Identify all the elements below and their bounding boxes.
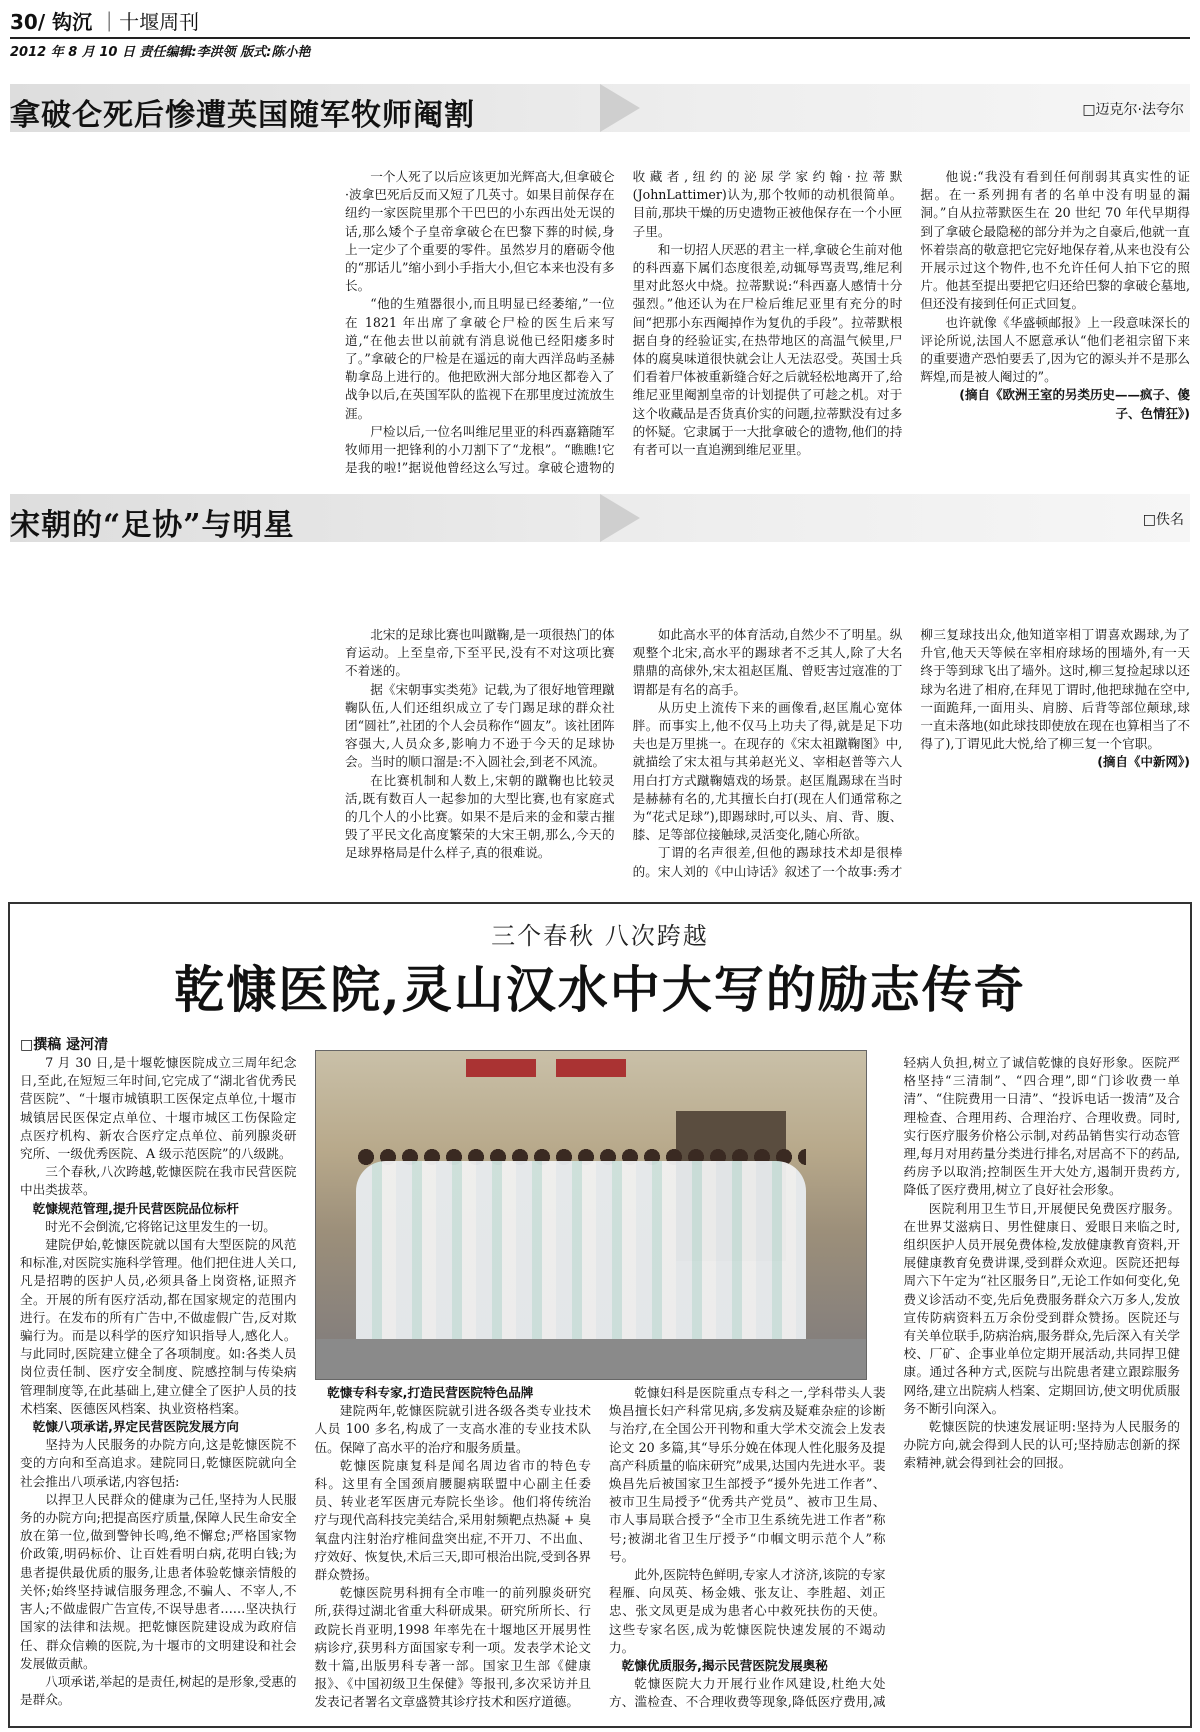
text-columns: [345, 168, 1190, 488]
source-note: (摘自《中新网》): [1097, 754, 1190, 770]
article2-title: 宋朝的“足协”与明星: [10, 508, 295, 543]
subheading: 乾慷优质服务,揭示民营医院发展奥秘: [621, 1658, 828, 1674]
paragraph: 医院利用卫生节日,开展便民免费医疗服务。在世界艾滋病日、男性健康日、爱眼日来临之时,组织医护人员开展免费体检,发放健康教育资料,开展健康教育免费讲课,受到群众欢迎。医院还把每周六下午定为“社区服务日”,无论工作如何变化,免费义诊活动不变,先后免费服务群众六万多人,发放宣传防病资料五万余份受到群众赞扬。医院还与有关单位联手,防病治病,服务群众,先后深入有关学校、厂矿、企事业单位定期开展活动,共同捍卫健康。通过各种方式,医院与出院患者建立跟踪服务网络,建立出院病人档案、定期回访,使文明优质服务不断引向深入。: [903, 1200, 1180, 1416]
paragraph: 坚持为人民服务的办院方向,这是乾慷医院不变的方向和至高追求。建院同日,乾慷医院就向全社会推出八项承诺,内容包括:: [20, 1437, 297, 1489]
article1-byline: □迈克尔·法夸尔: [1082, 102, 1184, 118]
paragraph: 如此高水平的体育活动,自然少不了明星。纵观整个北宋,高水平的踢球者不乏其人,除了大名鼎鼎的高俅外,宋太祖赵匡胤、曾贬害过寇准的丁谓都是有名的高手。: [632, 627, 903, 697]
header-rule: [10, 37, 1190, 39]
photo-space: [609, 1054, 886, 1384]
paragraph: 乾慷妇科是医院重点专科之一,学科带头人裴焕昌擅长妇产科常见病,多发病及疑难杂症的诊断与治疗,在全国公开刊物和重大学术交流会上发表论文 20 多篇,其“导乐分娩在体现人性化服务及提高产科质量的临床研究”成果,达国内先进水平。裴焕昌先后被国家卫生部授予“援外先进工作者”、被市卫生局授予“优秀共产党员”、被市卫生局、市人事局联合授予“全市卫生系统先进工作者”称号;被湖北省卫生厅授予“巾帼文明示范个人”称号。: [609, 1385, 886, 1564]
paragraph: 建院两年,乾慷医院就引进各级各类专业技术人员 100 多名,构成了一支高水准的专业技术队伍。保障了高水平的治疗和服务质量。: [314, 1403, 591, 1455]
paragraph: 时光不会倒流,它将铭记这里发生的一切。: [45, 1218, 276, 1234]
paragraph: 乾慷医院男科拥有全市唯一的前列腺炎研究所,获得过湖北省重大科研成果。研究所所长、行政院长肖亚明,1998 年率先在十堰地区开展男性病诊疗,获男科方面国家专利一项。发表学术论文数十篇,出版男科专著一部。国家卫生部《健康报》、《中国初级卫生保健》等报刊,多次采访并且发表记者署名文章盛赞其诊疗技术和医疗道德。: [314, 1585, 591, 1710]
paragraph: 以捍卫人民群众的健康为己任,坚持为人民服务的办院方向;把提高医疗质量,保障人民生命安全放在第一位,做到警钟长鸣,绝不懈怠;严格国家物价政策,明码标价、让百姓看明白病,花明白钱;为患者提供最优质的服务,让患者体验乾慷亲情般的关怀;始终坚持诚信服务理念,不骗人、不宰人,不害人;不做虚假广告宣传,不误导患者……坚决执行国家的法律和法规。把乾慷医院建设成为政府信任、群众信赖的医院,为十堰市的文明建设和社会发展做贡献。: [20, 1491, 297, 1671]
paragraph: 据《宋朝事实类苑》记载,为了很好地管理蹴鞠队伍,人们还组织成立了专门踢足球的群众社团“圆社”,社团的个人会员称作“圆友”。该社团阵容强大,人员众多,影响力不逊于今天的足球协会。当时的顺口溜是:不入圆社会,到老不风流。: [345, 681, 615, 770]
article2-byline: □佚名: [1142, 512, 1184, 528]
feature-kicker: 三个春秋 八次跨越: [491, 922, 709, 950]
paragraph: 乾慷医院的快速发展证明:坚持为人民服务的办院方向,就会得到人民的认可;坚持励志创新的探索精神,就会得到社会的回报。: [903, 1419, 1180, 1471]
article1-banner: [10, 84, 1190, 132]
subheading: 乾慷规范管理,提升民营医院品位标杆: [32, 1200, 239, 1216]
page-number: 30/: [10, 10, 46, 34]
paragraph: “他的生殖器很小,而且明显已经萎缩,”一位在 1821 年出席了拿破仑尸检的医生后来写道,“在他去世以前就有消息说他已经阳痿多时了。”拿破仑的尸检是在遥远的南大西洋岛屿圣赫勒拿岛上进行的。他把欧洲大部分地区都卷入了战争以后,在英国军队的监视下在那里度过流放生涯。: [345, 296, 615, 421]
feature-writer: □撰稿 逯河清: [20, 1037, 109, 1053]
subheading: 乾慷八项承诺,界定民营医院发展方向: [32, 1419, 239, 1435]
paragraph: 此外,医院特色鲜明,专家人才济济,该院的专家程雁、向凤英、杨金娥、张友让、李胜超、刘正忠、张文凤更是成为患者心中救死扶伤的天使。这些专家名医,成为乾慷医院快速发展的不竭动力。: [609, 1567, 886, 1655]
paragraph: 八项承诺,举起的是责任,树起的是形象,受惠的是群众。: [20, 1673, 297, 1708]
paragraph: 也许就像《华盛顿邮报》上一段意味深长的评论所说,法国人不愿意承认“他们老祖宗留下来的重要遗产恐怕要丢了,因为它的源头并不是那么辉煌,而是被人阉过的”。: [920, 314, 1190, 385]
paragraph: 他说:“我没有看到任何削弱其真实性的证据。在一系列拥有者的名单中没有明显的漏洞。”自从拉蒂默医生在 20 世纪 70 年代早期得到了拿破仑最隐秘的部分并为之自豪后,他就一直怀着崇高的敬意把它完好地保存着,从来也没有公开展示过这个物件,也不允许任何人拍下它的照片。他甚至提出要把它归还给巴黎的拿破仑墓地,但还没有接到任何正式回复。: [920, 169, 1190, 312]
source-note: (摘自《欧洲王室的另类历史——疯子、傻子、色情狂》): [959, 387, 1190, 421]
feature-title: 乾慷医院,灵山汉水中大写的励志传奇: [174, 960, 1026, 1019]
page-header-title: [10, 6, 199, 35]
paper-name: ｜十堰周刊: [99, 10, 200, 34]
paragraph: 在比赛机制和人数上,宋朝的蹴鞠也比较灵活,既有数百人一起参加的大型比赛,也有家庭式的几个人的小比赛。如果不是后来的金和蒙古摧毁了平民文化高度繁荣的大宋王朝,那么,今天的足球界格局是什么样子,真的很难说。: [345, 772, 615, 861]
subheading: 乾慷专科专家,打造民营医院特色品牌: [327, 1385, 534, 1400]
feature-box: [8, 902, 1192, 1728]
paragraph: 乾慷医院大力开展行业作风建设,杜绝大处方、滥检查、不合理收费等现象,降低医疗费用,减轻病人负担,树立了诚信乾慷的良好形象。医院严格坚持“三清制”、“四合理”,即“门诊收费一单清”、“住院费用一日清”、“投诉电话一拨清”及合理检查、合理用药、合理治疗、合理收费。同时,实行医疗服务价格公示制,对药品销售实行动态管理,每月对用药量分类进行排名,对居高不下的药品,药房予以取消;控制医生开大处方,遏制开贵药方,降低了医疗费用,树立了良好社会形象。: [609, 1055, 1180, 1710]
paragraph: 尸检以后,一位名叫维尼里亚的科西嘉籍随军牧师用一把锋利的小刀割下了“龙根”。“瞧瞧!它是我的啦!”据说他曾经这么写过。拿破仑遗物的收藏者,纽约的泌尿学家约翰·拉蒂默(JohnLattimer)认为,那个牧师的动机很简单。目前,那块干燥的历史遗物正被他保存在一个小匣子里。: [345, 169, 903, 476]
text-columns: [345, 626, 1190, 894]
edition-info: 2012 年 8 月 10 日 责任编辑:李洪领 版式:陈小艳: [10, 45, 311, 60]
feature-columns: [20, 1054, 1180, 1724]
paragraph: 7 月 30 日,是十堰乾慷医院成立三周年纪念日,至此,在短短三年时间,它完成了“湖北省优秀民营医院”、“十堰市城镇职工医保定点单位,十堰市城镇居民医保定点单位、十堰市城区工伤保险定点医疗机构、新农合医疗定点单位、前列腺炎研究所、一级优秀医院、A 级示范医院”的八级跳。: [20, 1055, 297, 1162]
banner-arrow: [600, 84, 640, 132]
paragraph: 北宋的足球比赛也叫蹴鞠,是一项很热门的体育运动。上至皇帝,下至平民,没有不对这项比赛不着迷的。: [345, 627, 615, 679]
paragraph: 从历史上流传下来的画像看,赵匡胤心宽体胖。而事实上,他不仅马上功夫了得,就是足下功夫也是万里挑一。在现存的《宋太祖蹴鞠图》中,就描绘了宋太祖与其弟赵光义、宰相赵普等六人用白打方式蹴鞠嬉戏的场景。赵匡胤踢球在当时是赫赫有名的,尤其擅长白打(现在人们通常称之为“花式足球”),即踢球时,可以头、肩、背、腹、膝、足等部位接触球,灵活变化,随心所欲。: [632, 699, 903, 843]
paragraph: 丁谓的名声很差,但他的踢球技术却是很棒的。宋人刘的《中山诗话》叙述了一个故事:秀才柳三复球技出众,他知道宰相丁谓喜欢踢球,为了升官,他天天等候在宰相府球场的围墙外,有一天终于等到球飞出了墙外。这时,柳三复捡起球以还球为名进了相府,在拜见丁谓时,他把球抛在空中,一面跪拜,一面用头、肩膀、后背等部位颠球,球一直未落地(如此球技即使放在现在也算相当了不得了),丁谓见此大悦,给了柳三复一个官职。: [632, 627, 1190, 879]
paragraph: 和一切招人厌恶的君主一样,拿破仑生前对他的科西嘉下属们态度很差,动辄辱骂责骂,维尼利里对此怒火中烧。拉蒂默说:“科西嘉人感情十分强烈。”他还认为在尸检后维尼亚里有充分的时间“把那小东西阉掉作为复仇的手段”。拉蒂默根据自身的经验证实,在热带地区的高温气候里,尸体的腐臭味道很快就会让人无法忍受。英国士兵们看着尸体被重新缝合好之后就轻松地离开了,给维尼亚里阉割皇帝的计划提供了可趁之机。对于这个收藏品是否货真价实的问题,拉蒂默没有过多的怀疑。它隶属于一大批拿破仑的遗物,他们的持有者可以一直追溯到维尼亚里。: [632, 241, 903, 458]
photo-space: [315, 1054, 592, 1384]
article2-banner: [10, 494, 1190, 542]
paragraph: 三个春秋,八次跨越,乾慷医院在我市民营医院中出类拔萃。: [20, 1164, 297, 1198]
banner-arrow: [600, 494, 640, 542]
article1-title: 拿破仑死后惨遭英国随军牧师阉割: [10, 98, 475, 133]
section-name: 钩沉: [52, 10, 93, 34]
paragraph: 一个人死了以后应该更加光辉高大,但拿破仑·波拿巴死后反而又短了几英寸。如果目前保存在纽约一家医院里那个干巴巴的小东西出处无误的话,那么矮个子皇帝拿破仑在巴黎下葬的时候,身上一定少了个重要的零件。虽然岁月的磨砺令他的“那话儿”缩小到小手指大小,但它本来也没有多长。: [345, 169, 615, 294]
paragraph: 建院伊始,乾慷医院就以国有大型医院的风范和标准,对医院实施科学管理。他们把住进人关口,凡是招聘的医护人员,必须具备上岗资格,证照齐全。开展的所有医疗活动,都在国家规定的范围内进行。在发布的所有广告中,不做虚假广告,反对欺骗行为。而是以科学的医疗知识指导人,感化人。与此同时,医院建立健全了各项制度。如:各类人员岗位责任制、医疗安全制度、院感控制与传染病管理制度等,在此基础上,建立健全了医护人员的技术档案、医德医风档案、执业资格档案。: [20, 1237, 297, 1416]
paragraph: 乾慷医院康复科是闻名周边省市的特色专科。这里有全国颈肩腰腿病联盟中心副主任委员、转业老军医唐元寿院长坐诊。他们将传统治疗与现代高科技完美结合,采用射频靶点热凝 + 臭氧盘内注射治疗椎间盘突出症,不开刀、不出血、疗效好、恢复快,术后三天,即可根治出院,受到各界群众赞扬。: [314, 1457, 591, 1583]
